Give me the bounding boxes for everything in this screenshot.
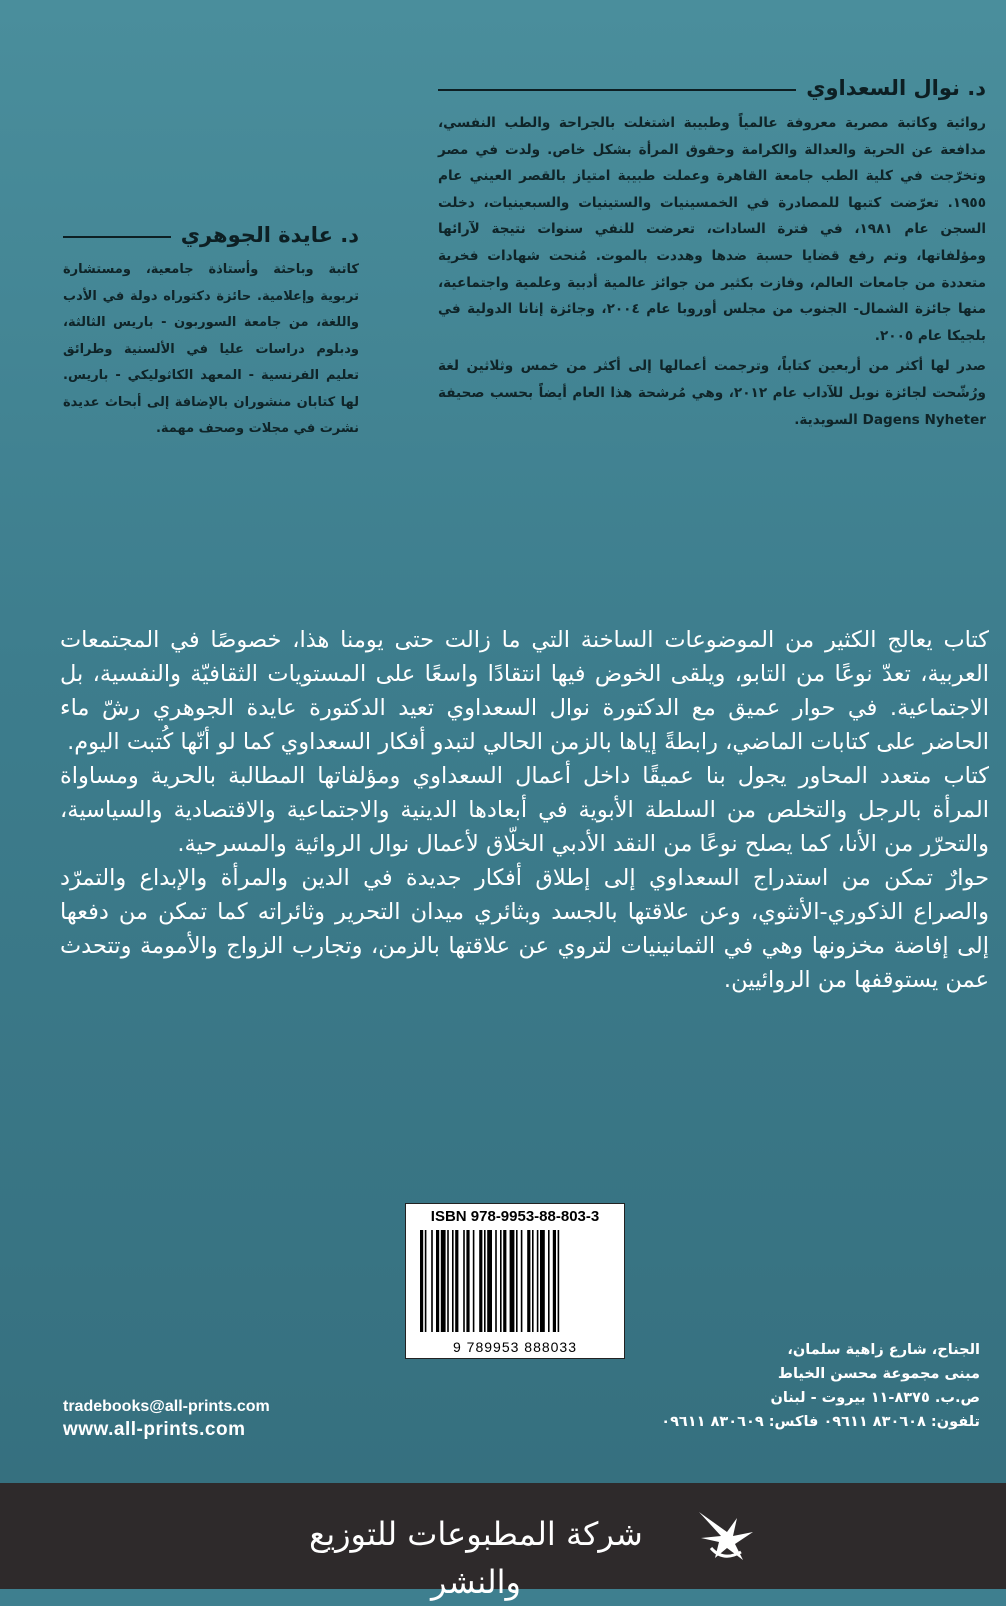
isbn-label: ISBN 978-9953-88-803-3	[430, 1208, 600, 1225]
bird-logo-icon	[693, 1502, 759, 1568]
heading-rule	[63, 236, 171, 238]
author-bio-jawhari	[63, 223, 359, 447]
bio-paragraph: روائية وكاتبة مصرية معروفة عالمياً وطبيبة اشتغلت بالجراحة والطب النفسي، مدافعة عن الحرية والعدالة والكرامة وحقوق المرأة بشكل خاص. ولدت في مصر وتخرّجت في كلية الطب جامعة القاهرة وعملت طبيبة امتياز بالقصر العيني عام ١٩٥٥. تعرّضت كتبها للمصادرة في الخمسينيات والستينيات والسبعينيات، دخلت السجن عام ١٩٨١، في فترة السادات، تعرضت للنفي سنوات نتيجة لآرائها ومؤلفاتها، وتم رفع قضايا حسبة ضدها وهددت بالموت. مُنحت شهادات فخرية متعددة من جامعات العالم، وفازت بكثير من جوائز عالمية أدبية وعلمية واجتماعية، منها جائزة الشمال- الجنوب من مجلس أوروبا عام ٢٠٠٤، وجائزة إنانا الدولية في بلجيكا عام ٢٠٠٥.	[438, 115, 987, 344]
author-bio-saadawi	[438, 76, 986, 437]
blurb-paragraph: كتاب يعالج الكثير من الموضوعات الساخنة التي ما زالت حتى يومنا هذا، خصوصًا في المجتمعات العربية، تعدّ نوعًا من التابو، ويلقى الخوض فيها انتقادًا واسعًا على المستويات الثقافيّة والنفسية، بل الاجتماعية. في حوار عميق مع الدكتورة نوال السعداوي تعيد الدكتورة عايدة الجوهري رشّ ماء الحاضر على كتابات الماضي، رابطةً إياها بالزمن الحالي لتبدو أفكار السعداوي كما لو أنّها كُتبت اليوم.	[60, 627, 989, 755]
author-name: د. عايدة الجوهري	[180, 223, 359, 247]
email-address[interactable]: tradebooks@all-prints.com	[63, 1398, 270, 1415]
address-line: الجناح، شارع زاهية سلمان،	[787, 1342, 980, 1358]
bio-paragraph: كاتبة وباحثة وأستاذة جامعية، ومستشارة تربوية وإعلامية. حائزة دكتوراه دولة في الأدب واللغة، من جامعة السوربون - باريس الثالثة، ودبلوم دراسات عليا في الألسنية وطرائق تعليم الفرنسية - المعهد الكاثوليكي - باريس. لها كتابان منشوران بالإضافة إلى أبحاث عديدة نشرت في مجلات وصحف مهمة.	[63, 262, 359, 436]
barcode-icon	[418, 1230, 612, 1332]
author-name-heading	[438, 76, 986, 100]
publisher-name: شركة المطبوعات للتوزيع والنشر	[309, 1515, 643, 1601]
author-name-heading	[63, 223, 359, 247]
heading-rule	[438, 89, 796, 91]
website-link[interactable]: www.all-prints.com	[63, 1419, 246, 1440]
blurb-paragraph: كتاب متعدد المحاور يجول بنا عميقًا داخل أعمال السعداوي ومؤلفاتها المطالبة بالحرية ومساواة المرأة بالرجل والتخلص من السلطة الأبوية في أبعادها الدينية والاجتماعية والاقتصادية والسياسية، والتحرّر من الأنا، كما يصلح نوعًا من النقد الأدبي الخلّاق لأعمال نوال الروائية والمسرحية.	[60, 763, 989, 857]
address-line: مبنى مجموعة محسن الخياط	[777, 1366, 980, 1382]
isbn-barcode-box	[405, 1203, 625, 1359]
publisher-address	[600, 1338, 980, 1434]
author-name: د. نوال السعداوي	[806, 76, 986, 100]
blurb-paragraph: حوارٌ تمكن من استدراج السعداوي إلى إطلاق أفكار جديدة في الدين والمرأة والإبداع والتمرّد والصراع الذكوري-الأنثوي، وعن علاقتها بالجسد وبثائري ميدان التحرير وثائراته كما تمكن من دفعها إلى إفاضة مخزونها وهي في الثمانينيات لتروي عن علاقتها بالزمن، وتجارب الزواج والأمومة وتتحدث عمن يستوقفها من الروائيين.	[60, 865, 989, 993]
contact-block	[63, 1396, 270, 1442]
book-blurb	[60, 623, 989, 997]
isbn-digits: 9 789953 888033	[453, 1339, 577, 1355]
bio-paragraph: صدر لها أكثر من أربعين كتاباً، وترجمت أعمالها إلى أكثر من خمس وثلاثين لغة ورُشّحت لجائزة نوبل للآداب عام ٢٠١٢، وهي مُرشحة هذا العام أيضاً بحسب صحيفة Dagens Nyheter السويدية.	[438, 358, 986, 428]
address-line: تلفون: ٨٣٠٦٠٨ ٠٩٦١١ فاكس: ٨٣٠٦٠٩ ٠٩٦١١	[661, 1414, 980, 1430]
address-line: ص.ب. ٨٣٧٥-١١ بيروت - لبنان	[770, 1390, 980, 1406]
